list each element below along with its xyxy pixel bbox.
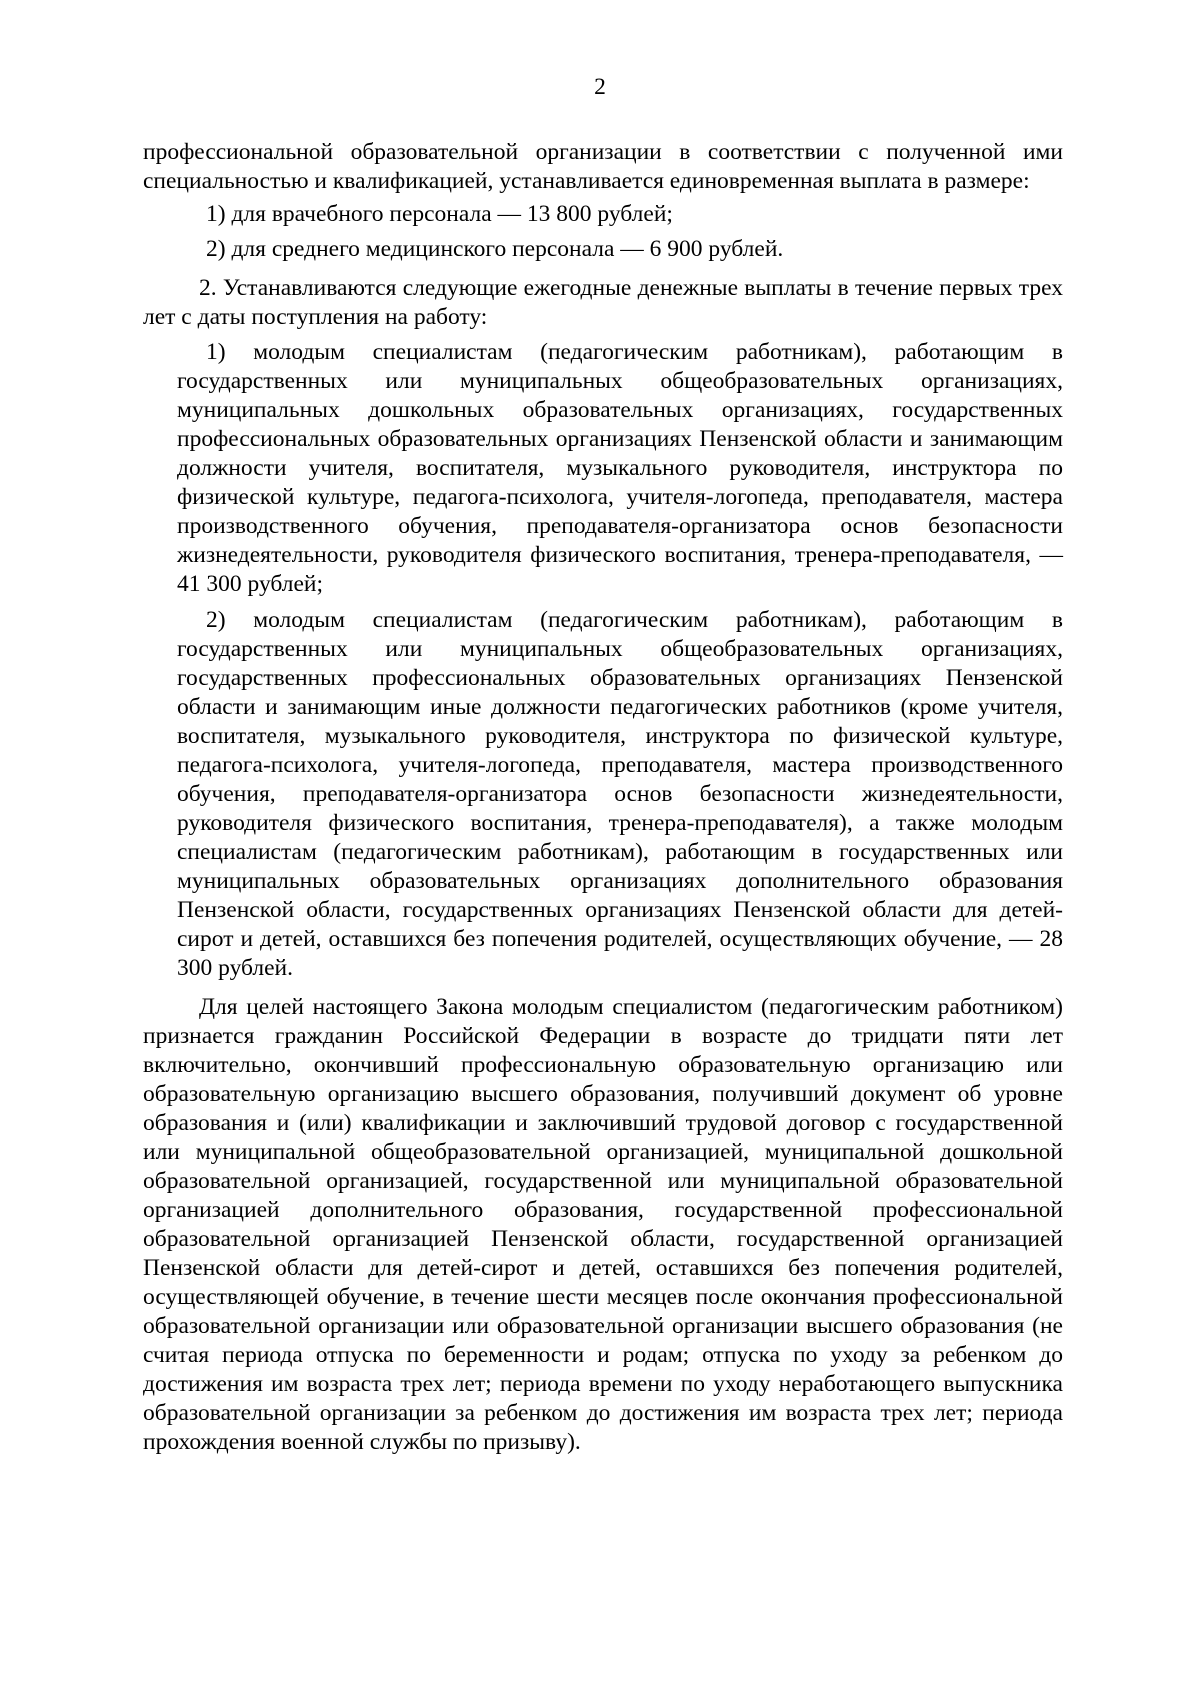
page-number: 2 (594, 74, 606, 100)
lump-sum-item-nurses: 2) для среднего медицинского персонала — 6 900 рублей. (206, 236, 784, 262)
definition-paragraph: Для целей настоящего Закона молодым специалистом (педагогическим работником) признается гражданин Российской Федерации в возрасте до тридцати пяти лет включительно, окончивший профессиональную образовательную организацию или образовательную организацию высшего образования, получивший документ об уровне образования и (или) квалификации и заключивший трудовой договор с государственной или муниципальной общеобразовательной организацией, муниципальной дошкольной образовательной организацией, государственной или муниципальной образовательной организацией дополнительного образования, государственной профессиональной образовательной организацией Пензенской области, государственной организацией Пензенской области для детей-сирот и детей, оставшихся без попечения родителей, осуществляющей обучение, в течение шести месяцев после окончания профессиональной образовательной организации или образовательной организации высшего образования (не считая периода отпуска по беременности и родам; отпуска по уходу за ребенком до достижения им возраста трех лет; периода времени по уходу неработающего выпускника образовательной организации за ребенком до достижения им возраста трех лет; периода прохождения военной службы по призыву). (143, 994, 1063, 1455)
continuation-paragraph: профессиональной образовательной организации в соответствии с полученной ими специальностью и квалификацией, устанавливается единовременная выплата в размере: (143, 139, 1063, 194)
point-2-heading: 2. Устанавливаются следующие ежегодные денежные выплаты в течение первых трех лет с даты поступления на работу: (143, 275, 1063, 330)
document-body (143, 138, 1063, 1457)
annual-payment-item-2: 2) молодым специалистам (педагогическим работникам), работающим в государственных или муниципальных общеобразовательных организациях, государственных профессиональных образовательных организациях Пензенской области и занимающим иные должности педагогических работников (кроме учителя, воспитателя, музыкального руководителя, инструктора по физической культуре, педагога-психолога, учителя-логопеда, преподавателя, мастера производственного обучения, преподавателя-организатора основ безопасности жизнедеятельности, руководителя физического воспитания, тренера-преподавателя), а также молодым специалистам (педагогическим работникам), работающим в государственных или муниципальных образовательных организациях дополнительного образования Пензенской области, государственных организациях Пензенской области для детей-сирот и детей, оставшихся без попечения родителей, осуществляющих обучение, — 28 300 рублей. (177, 607, 1063, 981)
annual-payment-item-1: 1) молодым специалистам (педагогическим работникам), работающим в государственных или муниципальных общеобразовательных организациях, муниципальных дошкольных образовательных организациях, государственных профессиональных образовательных организациях Пензенской области и занимающим должности учителя, воспитателя, музыкального руководителя, инструктора по физической культуре, педагога-психолога, учителя-логопеда, преподавателя, мастера производственного обучения, преподавателя-организатора основ безопасности жизнедеятельности, руководителя физического воспитания, тренера-преподавателя, — 41 300 рублей; (177, 339, 1063, 597)
lump-sum-item-doctors: 1) для врачебного персонала — 13 800 рублей; (206, 201, 673, 227)
